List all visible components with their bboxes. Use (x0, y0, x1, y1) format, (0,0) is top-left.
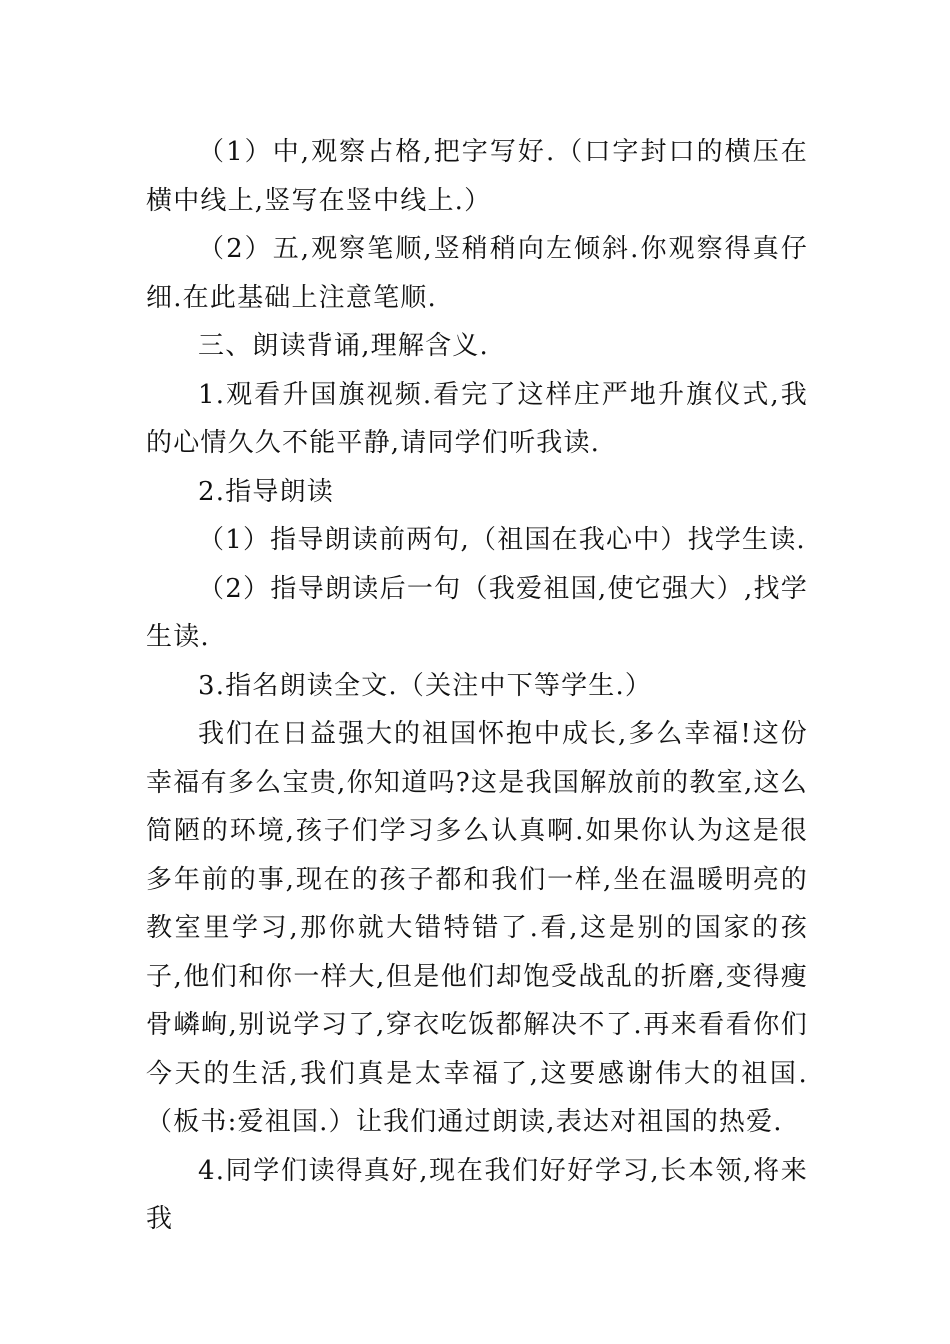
paragraph-stroke-zhong: （1）中,观察占格,把字写好.（口字封口的横压在横中线上,竖写在竖中线上.） (146, 137, 808, 216)
paragraph-step-1: 1.观看升国旗视频.看完了这样庄严地升旗仪式,我的心情久久不能平静,请同学们听我读. (146, 379, 808, 458)
paragraph-step-3: 3.指名朗读全文.（关注中下等学生.） (198, 670, 653, 701)
paragraph-step-2: 2.指导朗读 (198, 476, 335, 507)
paragraph-step-2-1: （1）指导朗读前两句,（祖国在我心中）找学生读. (198, 525, 806, 555)
paragraph-step-2-2: （2）指导朗读后一句（我爱祖国,使它强大）,找学生读. (146, 573, 808, 652)
document-body (146, 128, 808, 1244)
paragraph-step-4: 4.同学们读得真好,现在我们好好学习,长本领,将来我 (146, 1155, 808, 1234)
paragraph-narrative: 我们在日益强大的祖国怀抱中成长,多么幸福!这份幸福有多么宝贵,你知道吗?这是我国解放前的教室,这么简陋的环境,孩子们学习多么认真啊.如果你认为这是很多年前的事,现在的孩子都和我们一样,坐在温暖明亮的教室里学习,那你就大错特错了.看,这是别的国家的孩子,他们和你一样大,但是他们却饱受战乱的折磨,变得瘦骨嶙峋,别说学习了,穿衣吃饭都解决不了.再来看看你们今天的生活,我们真是太幸福了,这要感谢伟大的祖国.（板书:爱祖国.）让我们通过朗读,表达对祖国的热爱. (146, 719, 808, 1137)
section-heading-reading: 三、朗读背诵,理解含义. (198, 331, 489, 361)
paragraph-stroke-wu: （2）五,观察笔顺,竖稍稍向左倾斜.你观察得真仔细.在此基础上注意笔顺. (146, 234, 808, 313)
